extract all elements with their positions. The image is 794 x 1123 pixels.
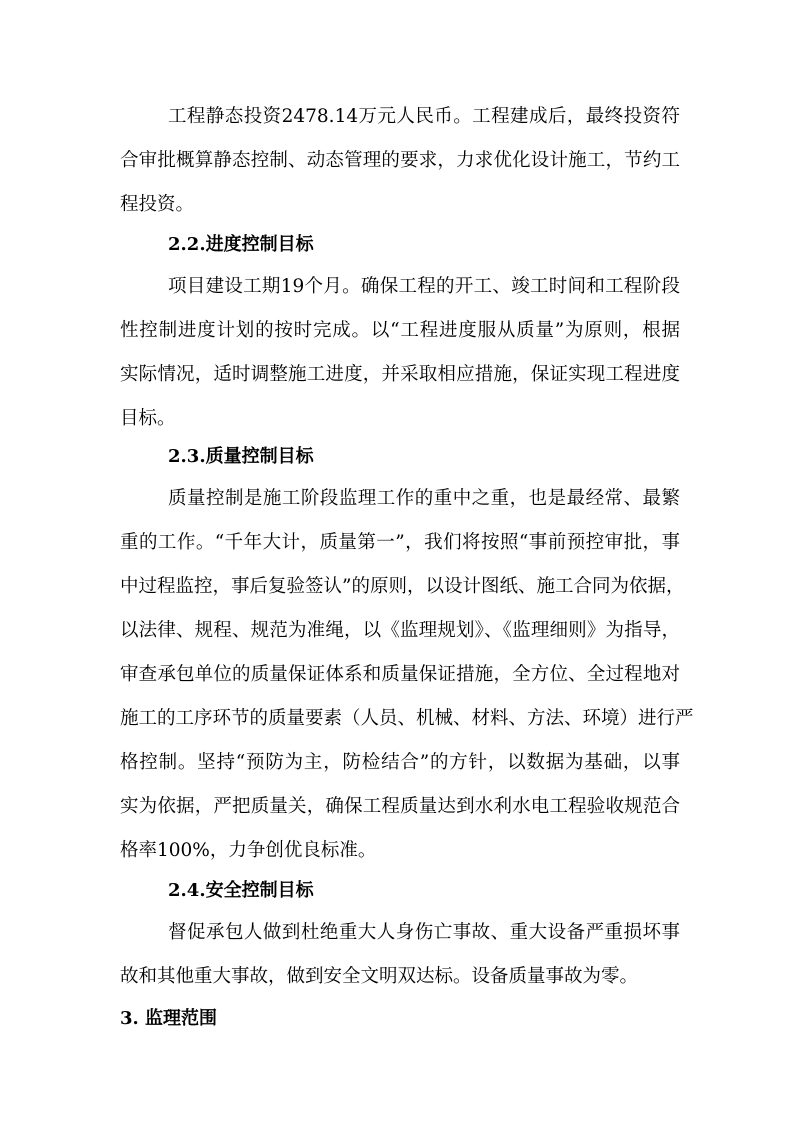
quality-paragraph-line: 审查承包单位的质量保证体系和质量保证措施，全方位、全过程地对 <box>120 664 680 685</box>
budget-paragraph-line: 合审批概算静态控制、动态管理的要求，力求优化设计施工，节约工 <box>120 150 680 171</box>
quality-paragraph-line: 实为依据，严把质量关，确保工程质量达到水利水电工程验收规范合 <box>120 796 680 817</box>
quality-paragraph-line: 中过程监控，事后复验签认”的原则，以设计图纸、施工合同为依据， <box>120 576 685 597</box>
schedule-paragraph-line: 目标。 <box>120 408 176 429</box>
schedule-paragraph-line: 实际情况，适时调整施工进度，并采取相应措施，保证实现工程进度 <box>120 364 680 385</box>
quality-paragraph-line: 重的工作。“千年大计，质量第一”，我们将按照“事前预控审批，事 <box>120 532 680 553</box>
safety-heading: 2.4.安全控制目标 <box>168 880 314 901</box>
quality-paragraph-line: 格率100%，力争创优良标准。 <box>120 840 377 861</box>
safety-paragraph-line: 督促承包人做到杜绝重大人身伤亡事故、重大设备严重损坏事 <box>168 922 680 943</box>
schedule-heading: 2.2.进度控制目标 <box>168 234 314 255</box>
scope-heading: 3. 监理范围 <box>120 1008 218 1029</box>
budget-paragraph-line: 程投资。 <box>120 194 195 215</box>
budget-paragraph-line: 工程静态投资2478.14万元人民币。工程建成后，最终投资符 <box>168 106 680 127</box>
schedule-paragraph-line: 性控制进度计划的按时完成。以“工程进度服从质量”为原则，根据 <box>120 320 680 341</box>
quality-paragraph-line: 质量控制是施工阶段监理工作的重中之重，也是最经常、最繁 <box>168 488 680 509</box>
schedule-paragraph-line: 项目建设工期19个月。确保工程的开工、竣工时间和工程阶段 <box>168 276 680 297</box>
quality-paragraph-line: 以法律、规程、规范为准绳，以《监理规划》、《监理细则》为指导， <box>120 620 680 641</box>
safety-paragraph-line: 故和其他重大事故，做到安全文明双达标。设备质量事故为零。 <box>120 966 639 987</box>
quality-paragraph-line: 格控制。坚持“预防为主，防检结合”的方针，以数据为基础，以事 <box>120 752 680 773</box>
quality-heading: 2.3.质量控制目标 <box>168 446 314 467</box>
quality-paragraph-line: 施工的工序环节的质量要素（人员、机械、材料、方法、环境）进行严 <box>120 708 694 729</box>
